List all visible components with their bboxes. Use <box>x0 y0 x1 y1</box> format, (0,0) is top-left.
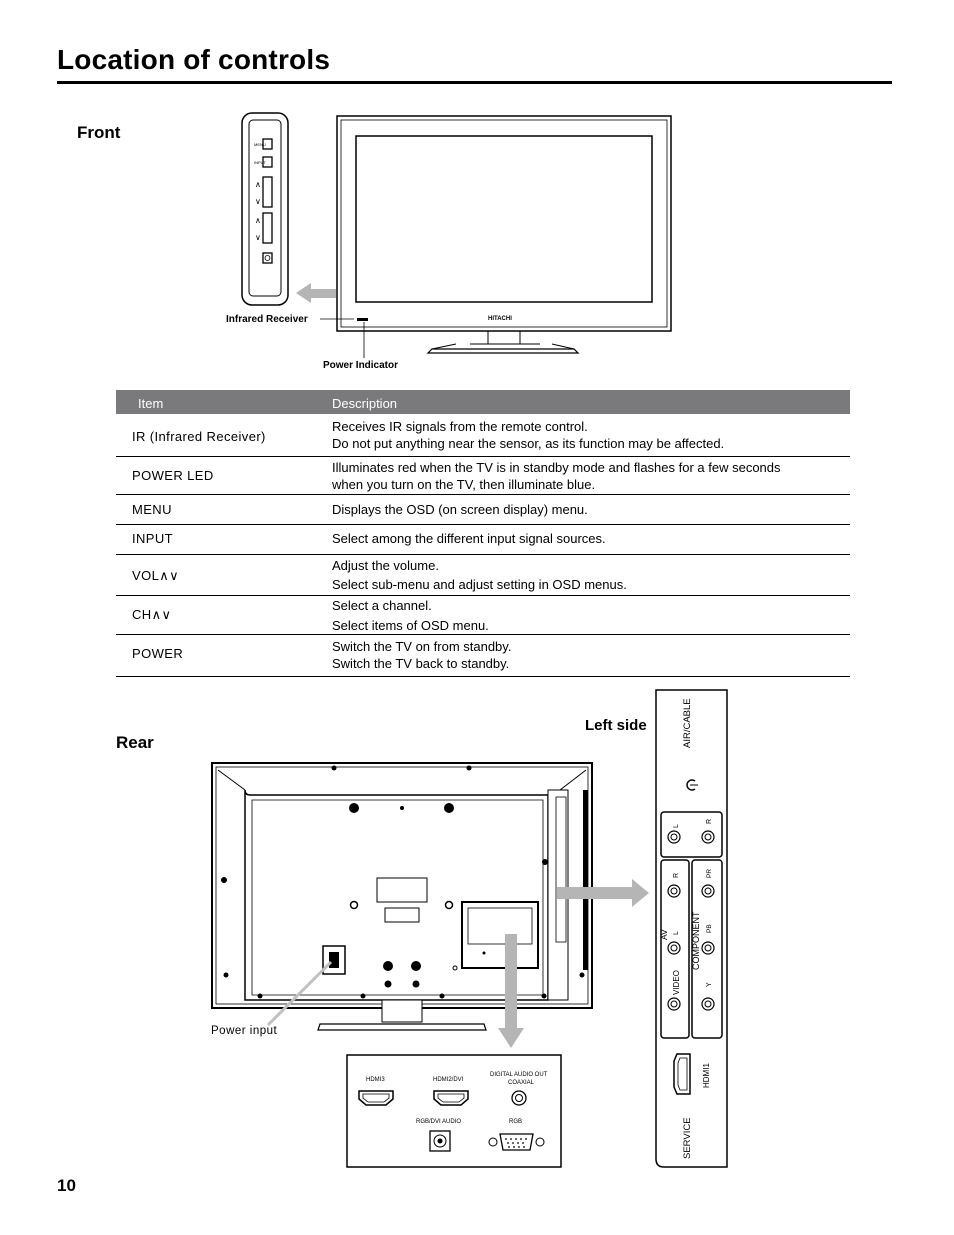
page-title: Location of controls <box>57 44 331 75</box>
brand-label: HITACHI <box>488 316 512 322</box>
row-description <box>332 418 724 452</box>
description-line: Switch the TV back to standby. <box>332 656 510 671</box>
header-description: Description <box>332 396 398 411</box>
left-side-panel <box>656 690 727 1167</box>
svg-text:∧: ∧ <box>255 180 261 189</box>
hdmi3-port-icon <box>359 1091 393 1105</box>
row-description <box>332 638 511 672</box>
row-description <box>332 530 606 547</box>
description-line: Select sub-menu and adjust setting in OSD menus. <box>332 577 627 592</box>
av-r-jack-icon <box>668 885 680 897</box>
row-item: POWER LED <box>132 468 214 483</box>
pr-label: PR <box>706 868 713 878</box>
power-indicator-label: Power Indicator <box>323 360 399 371</box>
svg-text:∨: ∨ <box>255 197 261 206</box>
row-description <box>332 459 781 493</box>
tv-front <box>337 116 671 353</box>
audio-l-jack-icon <box>668 831 680 843</box>
arrow-left-icon <box>296 283 336 303</box>
service-label: SERVICE <box>682 1117 693 1159</box>
rear-heading: Rear <box>116 733 154 752</box>
row-item: VOL∧∨ <box>132 568 180 583</box>
rear-figure <box>0 680 954 1180</box>
table-row <box>116 596 850 635</box>
av-l-label: L <box>673 931 680 935</box>
row-description <box>332 556 627 594</box>
svg-text:∨: ∨ <box>255 233 261 242</box>
description-line: Adjust the volume. <box>332 558 439 573</box>
description-line: Receives IR signals from the remote control. <box>332 419 588 434</box>
description-line: Select items of OSD menu. <box>332 618 489 633</box>
row-item: CH∧∨ <box>132 607 172 622</box>
row-description <box>332 596 489 636</box>
row-item: INPUT <box>132 531 173 546</box>
description-line: Do not put anything near the sensor, as its function may be affected. <box>332 436 725 451</box>
audio-r-label: R <box>706 818 713 824</box>
audio-jack-icon <box>430 1131 450 1151</box>
page-number: 10 <box>57 1176 76 1195</box>
digital-audio-label: DIGITAL AUDIO OUT <box>490 1072 548 1078</box>
side-button-panel <box>242 113 288 305</box>
hdmi1-port-icon <box>674 1054 690 1094</box>
infrared-sensor <box>357 318 368 321</box>
coaxial-label: COAXIAL <box>508 1080 535 1086</box>
description-line: Switch the TV on from standby. <box>332 639 512 654</box>
table-row <box>116 414 850 457</box>
hdmi3-label: HDMI3 <box>366 1077 385 1083</box>
row-description <box>332 501 588 518</box>
av-r-label: R <box>673 872 680 878</box>
table-row <box>116 495 850 525</box>
y-jack-icon <box>702 998 714 1010</box>
pr-jack-icon <box>702 885 714 897</box>
hdmi1-label: HDMI1 <box>702 1063 711 1088</box>
table-row <box>116 525 850 555</box>
av-label: AV <box>659 929 669 940</box>
svg-text:∧: ∧ <box>255 216 261 225</box>
infrared-receiver-label: Infrared Receiver <box>226 314 308 325</box>
coaxial-port-icon <box>512 1091 526 1105</box>
bottom-connector-panel <box>347 1055 561 1167</box>
y-label: Y <box>706 982 713 987</box>
front-figure <box>0 0 954 380</box>
av-l-jack-icon <box>668 942 680 954</box>
power-button <box>263 253 272 263</box>
air-cable-label: AIR/CABLE <box>682 698 693 748</box>
svg-text:INPUT: INPUT <box>254 160 266 165</box>
row-item: MENU <box>132 502 172 517</box>
description-line: Select among the different input signal sources. <box>332 531 606 546</box>
table-header <box>116 390 850 414</box>
row-item: IR (Infrared Receiver) <box>132 429 266 444</box>
description-line: Illuminates red when the TV is in standby mode and flashes for a few seconds <box>332 460 781 475</box>
component-label: COMPONENT <box>691 911 701 970</box>
rgb-label: RGB <box>509 1119 523 1125</box>
hdmi2-port-icon <box>434 1091 468 1105</box>
pb-jack-icon <box>702 942 714 954</box>
description-line: Select a channel. <box>332 598 432 613</box>
rgb-dvi-audio-label: RGB/DVI AUDIO <box>416 1119 462 1125</box>
audio-l-label: L <box>673 824 680 828</box>
hdmi2-label: HDMI2/DVI <box>433 1077 464 1083</box>
table-row <box>116 555 850 596</box>
left-side-heading: Left side <box>585 717 647 734</box>
controls-table <box>116 390 850 677</box>
power-input-label: Power input <box>211 1025 278 1037</box>
video-jack-icon <box>668 998 680 1010</box>
table-row <box>116 457 850 495</box>
description-line: when you turn on the TV, then illuminate blue. <box>332 477 596 492</box>
table-row <box>116 635 850 677</box>
pb-label: PB <box>706 924 713 933</box>
description-line: Displays the OSD (on screen display) menu. <box>332 502 588 517</box>
front-heading: Front <box>77 123 121 142</box>
video-label: VIDEO <box>672 970 681 995</box>
tv-back <box>212 763 592 1030</box>
audio-r-jack-icon <box>702 831 714 843</box>
row-item: POWER <box>132 646 184 661</box>
header-item: Item <box>138 396 164 411</box>
svg-text:MENU: MENU <box>254 142 266 147</box>
